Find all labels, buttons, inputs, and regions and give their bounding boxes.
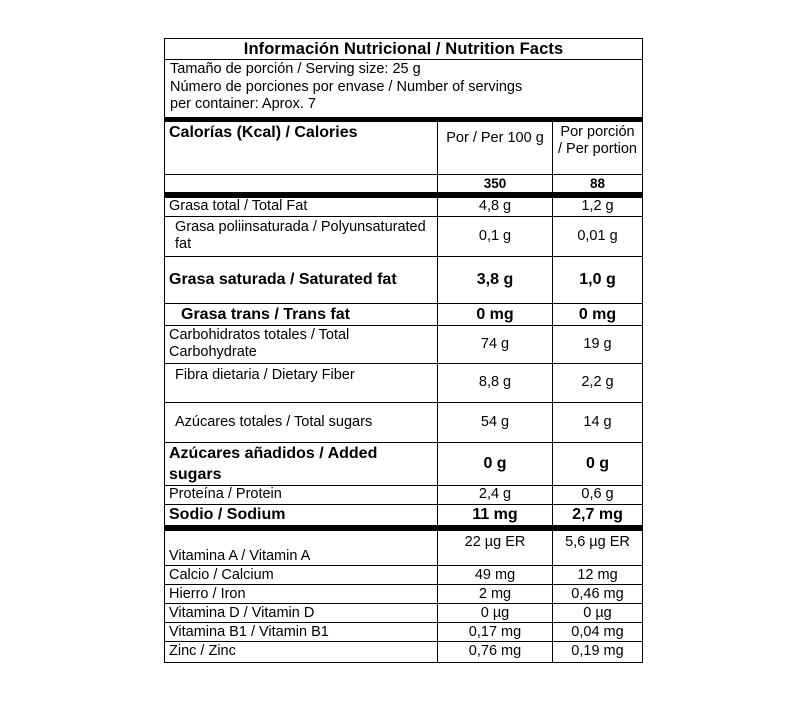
vitamin-name: Vitamina A / Vitamin A — [165, 531, 438, 566]
vitamin-per-100g: 49 mg — [438, 566, 553, 585]
nutrient-per-100g: 3,8 g — [438, 256, 553, 303]
nutrition-facts-label — [164, 38, 643, 663]
nutrient-per-100g: 2,4 g — [438, 485, 553, 504]
nutrient-name: Grasa total / Total Fat — [165, 198, 438, 216]
vitamin-per-portion: 5,6 µg ER — [553, 531, 643, 566]
nutrient-name: Grasa saturada / Saturated fat — [165, 256, 438, 303]
nutrient-name: Grasa trans / Trans fat — [165, 303, 438, 325]
vitamin-per-portion: 0 µg — [553, 604, 643, 623]
label-title: Información Nutricional / Nutrition Facts — [165, 39, 642, 60]
calories-table — [165, 122, 642, 194]
servings-per-container-cont: per container: Aprox. 7 — [170, 96, 316, 112]
nutrient-per-portion: 0,01 g — [553, 216, 643, 256]
vitamin-name: Vitamina D / Vitamin D — [165, 604, 438, 623]
nutrient-per-portion: 1,0 g — [553, 256, 643, 303]
nutrient-per-portion: 0,6 g — [553, 485, 643, 504]
vitamin-per-100g: 22 µg ER — [438, 531, 553, 566]
vitamin-per-100g: 2 mg — [438, 585, 553, 604]
nutrient-per-portion: 0 mg — [553, 303, 643, 325]
serving-size: Tamaño de porción / Serving size: 25 g — [170, 61, 421, 77]
vitamin-per-100g: 0,76 mg — [438, 642, 553, 662]
nutrient-per-100g: 0 g — [438, 442, 553, 485]
per-portion-header: Por porción / Per portion — [553, 122, 643, 175]
vitamin-name: Hierro / Iron — [165, 585, 438, 604]
vitamin-per-portion: 0,19 mg — [553, 642, 643, 662]
calories-per-portion: 88 — [553, 175, 643, 193]
nutrient-name: Carbohidratos totales / Total Carbohydrate — [165, 325, 438, 363]
calories-label: Calorías (Kcal) / Calories — [165, 122, 438, 175]
nutrient-per-portion: 2,2 g — [553, 363, 643, 402]
vitamin-per-100g: 0 µg — [438, 604, 553, 623]
nutrient-per-100g: 74 g — [438, 325, 553, 363]
vitamin-per-portion: 0,04 mg — [553, 623, 643, 642]
nutrient-per-100g: 11 mg — [438, 504, 553, 525]
nutrient-name: Azúcares añadidos / Added sugars — [165, 442, 438, 485]
serving-info — [165, 60, 642, 117]
nutrient-per-100g: 4,8 g — [438, 198, 553, 216]
calories-per-100g: 350 — [438, 175, 553, 193]
nutrient-name: Azúcares totales / Total sugars — [165, 402, 438, 442]
nutrient-per-100g: 54 g — [438, 402, 553, 442]
nutrient-name: Proteína / Protein — [165, 485, 438, 504]
nutrient-per-portion: 0 g — [553, 442, 643, 485]
vitamin-name: Zinc / Zinc — [165, 642, 438, 662]
nutrient-name: Sodio / Sodium — [165, 504, 438, 525]
nutrient-per-portion: 2,7 mg — [553, 504, 643, 525]
per-100g-header: Por / Per 100 g — [438, 122, 553, 175]
nutrient-per-100g: 0,1 g — [438, 216, 553, 256]
vitamin-per-portion: 12 mg — [553, 566, 643, 585]
vitamins-table — [165, 531, 642, 662]
vitamin-per-100g: 0,17 mg — [438, 623, 553, 642]
vitamin-name: Calcio / Calcium — [165, 566, 438, 585]
nutrient-name: Grasa poliinsaturada / Polyunsaturated fat — [165, 216, 438, 256]
nutrient-per-100g: 8,8 g — [438, 363, 553, 402]
vitamin-name: Vitamina B1 / Vitamin B1 — [165, 623, 438, 642]
nutrient-per-100g: 0 mg — [438, 303, 553, 325]
nutrients-table — [165, 198, 642, 526]
nutrient-per-portion: 19 g — [553, 325, 643, 363]
vitamin-per-portion: 0,46 mg — [553, 585, 643, 604]
servings-per-container: Número de porciones por envase / Number of servings — [170, 78, 523, 95]
nutrient-per-portion: 1,2 g — [553, 198, 643, 216]
nutrient-per-portion: 14 g — [553, 402, 643, 442]
nutrient-name: Fibra dietaria / Dietary Fiber — [165, 363, 438, 402]
